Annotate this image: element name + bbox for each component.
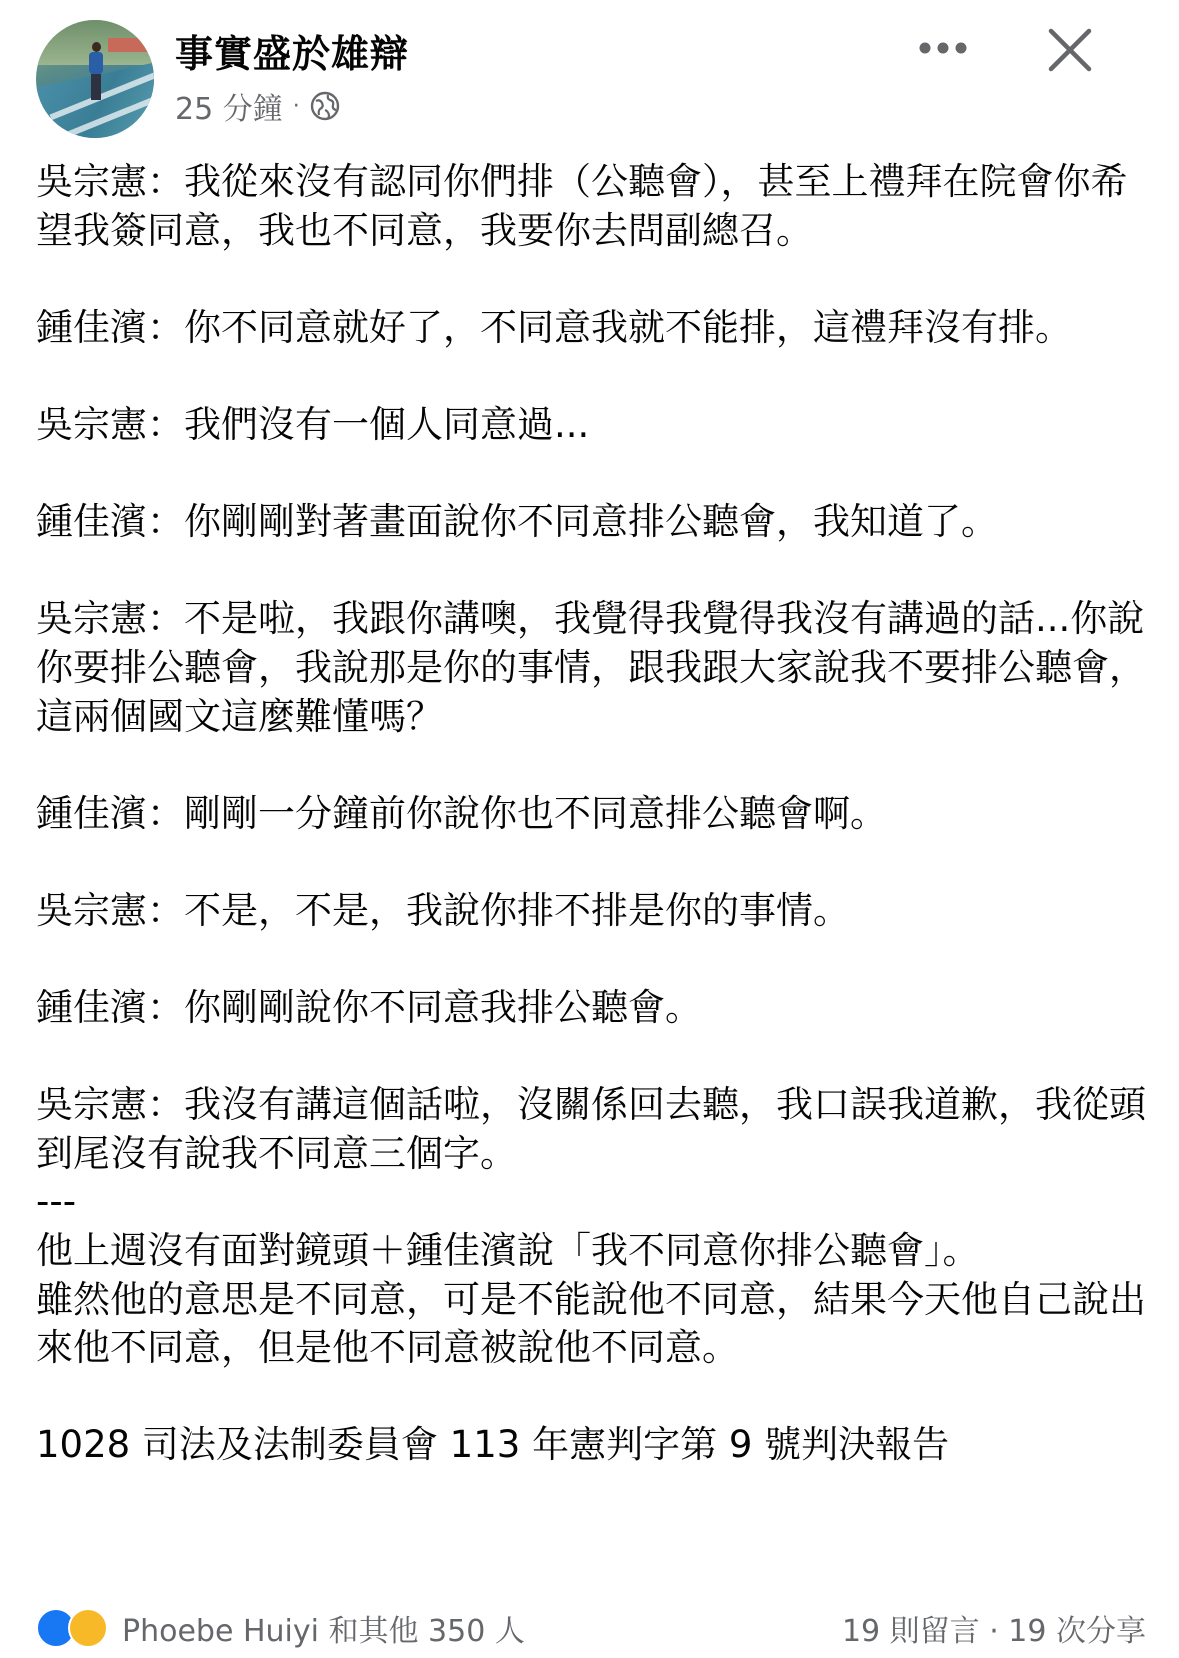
post-header (0, 0, 1179, 150)
paragraph: 鍾佳濱：剛剛一分鐘前你說你也不同意排公聽會啊。 (36, 791, 887, 835)
close-button[interactable] (1040, 22, 1100, 78)
comments-shares-count[interactable]: 19 則留言 · 19 次分享 (841, 1614, 1146, 1649)
paragraph: 吳宗憲：不是啦，我跟你講噢，我覺得我覺得我沒有講過的話...你說你要排公聽會，我說那是你的事情，跟我跟大家說我不要排公聽會，這兩個國文這麼難懂嗎？ (36, 597, 1146, 738)
paragraph: 鍾佳濱：你不同意就好了，不同意我就不能排，這禮拜沒有排。 (36, 305, 1072, 349)
paragraph: 雖然他的意思是不同意，可是不能說他不同意，結果今天他自己說出來他不同意，但是他不同意被說他不同意。 (36, 1277, 1146, 1370)
paragraph: 鍾佳濱：你剛剛對著畫面說你不同意排公聽會，我知道了。 (36, 500, 998, 544)
paragraph: 吳宗憲：我沒有講這個話啦，沒關係回去聽，我口誤我道歉，我從頭到尾沒有說我不同意三個字。 (36, 1083, 1146, 1175)
paragraph: 1028 司法及法制委員會 113 年憲判字第 9 號判決報告 (36, 1423, 950, 1467)
paragraph: 吳宗憲：我從來沒有認同你們排（公聽會），甚至上禮拜在院會你希望我簽同意，我也不同意，我要你去問副總召。 (36, 160, 1128, 252)
post-meta (175, 88, 340, 127)
reactions-summary[interactable]: Phoebe Huiyi 和其他 350 人 (122, 1614, 525, 1649)
paragraph-gap (36, 1373, 1146, 1422)
post-text (36, 158, 1146, 1470)
post-time[interactable]: 25 分鐘 (175, 92, 283, 127)
paragraph-gap (36, 547, 1146, 596)
paragraph-gap (36, 1033, 1146, 1082)
paragraph: 吳宗憲：不是，不是，我說你排不排是你的事情。 (36, 888, 850, 932)
divider-text: --- (36, 1180, 77, 1224)
paragraph-gap (36, 255, 1146, 304)
meta-separator: · (292, 93, 300, 119)
paragraph-gap (36, 450, 1146, 499)
paragraph-gap (36, 936, 1146, 985)
author-name[interactable]: 事實盛於雄辯 (175, 32, 410, 76)
paragraph: 鍾佳濱：你剛剛說你不同意我排公聽會。 (36, 986, 702, 1030)
paragraph-gap (36, 838, 1146, 887)
paragraph-gap (36, 352, 1146, 401)
more-options-button[interactable] (915, 28, 971, 68)
avatar-person (88, 42, 104, 100)
close-icon (1047, 27, 1093, 73)
reactions-bar (36, 1598, 1146, 1658)
paragraph-gap (36, 741, 1146, 790)
haha-reaction-icon[interactable] (68, 1608, 108, 1648)
paragraph: 吳宗憲：我們沒有一個人同意過... (36, 402, 590, 446)
globe-icon[interactable] (310, 91, 340, 121)
avatar-roof (108, 38, 148, 52)
author-avatar[interactable] (36, 20, 154, 138)
paragraph: 他上週沒有面對鏡頭＋鍾佳濱說「我不同意你排公聽會」。 (36, 1229, 980, 1273)
more-options-icon (917, 41, 969, 55)
